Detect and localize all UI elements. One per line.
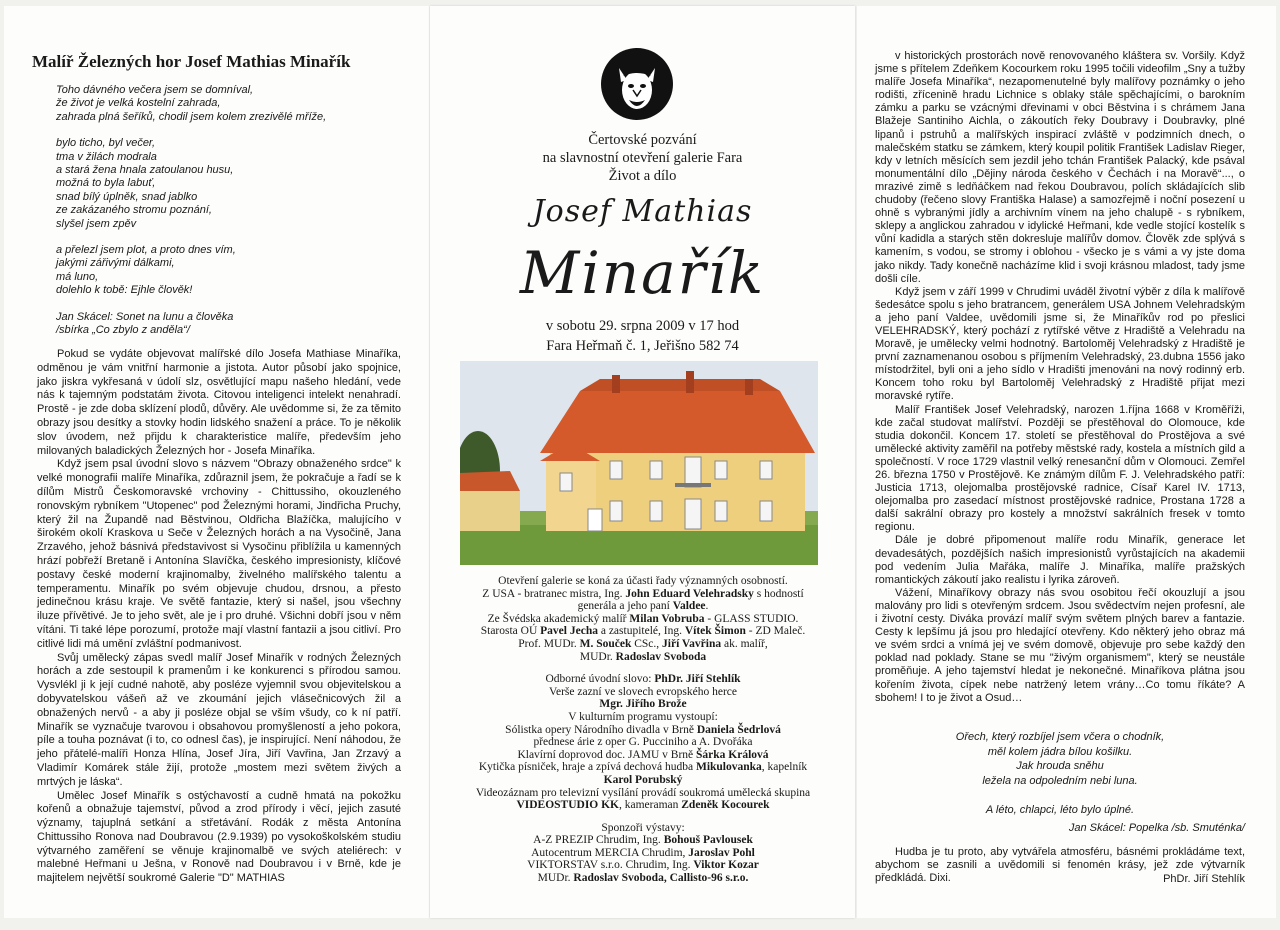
poem-line: snad bílý úplněk, snad jablko xyxy=(56,190,198,203)
name-highlight: Pavel Jecha xyxy=(540,625,598,638)
closing-paragraph: Hudba je tu proto, aby vytvářela atmosféru, básnémi prokládáme text, abychom se zasnili a uvědomili si fenomén krásy, jež zde výtvarník předkládá. Dixi. xyxy=(875,846,1245,885)
program-line: Autocentrum MERCIA Chrudim, Jaroslav Pohl xyxy=(531,846,755,859)
paragraph: Pokud se vydáte objevovat malířské dílo Josefa Mathiase Minaříka, odměnou je vám vnitřní harmonie a jistota. Autor působí jako spojnice, jako jiskra vykřesaná v údolí slz, osvětlující mapu našeho hledání, vede nás k tajemným podstatám života. Citovou inteligenci intelekt nenahradí. Prostě - je zde doba sklízení plodů, důvěry. Ale uvědomme si, že za těmito obrazy jsou desítky a stovky hodin lidského snažení a práce. To je několik slov úvodem, než přijdu k charakteristice malíře, především jeho milovaných baladických Železných hor - Josefa Minaříka. xyxy=(37,348,401,457)
program-line: přednese árie z oper G. Pucciniho a A. Dvořáka xyxy=(533,736,753,749)
paragraph: v historických prostorách nově renovovaného kláštera sv. Voršily. Když jsme s přítelem Zdeňkem Kocourkem roku 1995 točili videofilm „Sny a tužby malíře Josefa Minaříka“, nezapomenutelné byly malířovy poznámky o jeho rodišti, zřícenině hradu Lichnice s oblaky stále spěchajícími, o barokním zámku a parku se vzácnými dřevinami v obci Běstvina i s chrámem Jana Blažeje Santiniho Aichla, o zákoutích řeky Doubravy i Doubravky, plné lipanů i pstruhů a malířských inspirací zvláště v podzimních dnech, o malečském statku se zámkem, který koupil politik František Ladislav Rieger, kdy v letních měsících sem jezdil jeho tchán František Palacký, kde psával monumentální dílo „Dějiny národa českého v Čechách i na Moravě“..., o mrazivé zimě s ledňáčkem nad řekou Doubravou, polích skládajících slib chudoby (řečeno slovy Františka Halase) a samozřejmě i noční posezení u ohně s vybranými jídly a archivním vínem na jeho chalupě - s rybníkem, sklepy a anglickou zahradou v idylické Heřmani, kde vedle stojící kostelík s vůní kadidla a starých stěn dokresluje malířův domov. Člověk zde splývá s kamením, s vodou, se stromy i oblohou - všecko je s vámi a vy jste doma jako nikdy. Tady konečně nacházíme klid i svoji krásnou mladost, tady jsme došli cíle. xyxy=(875,50,1245,285)
right-panel xyxy=(857,6,1276,918)
poem-line: jakými zářivými dálkami, xyxy=(56,257,175,270)
paragraph: Když jsem v září 1999 v Chrudimi uváděl životní výběr z díla k malířově šedesátce spolu s jeho bratrancem, generálem USA Johnem Velehradským a jeho paní Valdee, uvědomili jsme si, že Minaříkův rod po přeslici VELEHRADSKÝ, který pochází z rytířské větve z Hradiště a Velehradu na Moravě, je umělecky velmi hodnotný. Bartoloměj Velehradský z Hradiště je první zaznamenanou osobou s příjmením Velehradský, 23.dubna 1556 jako místodržitel, byli oni a jeho sídlo v Hradišti jmenováni na nový rodinný erb. Koncem toho roku byl Bartoloměj Velehradský z Hradiště přijat mezi moravské rytíře. xyxy=(875,285,1245,403)
artist-surname: Minařík xyxy=(519,239,766,307)
artist-first-names: Josef Mathias xyxy=(532,194,753,229)
program-line: VIDEOSTUDIO KK, kameraman Zdeněk Kocourek xyxy=(516,799,770,812)
poem-line: A léto, chlapci, léto bylo úplné. xyxy=(985,803,1135,816)
paragraph: Svůj umělecký zápas svedl malíř Josef Minařík v rodných Železných horách a zde sestoupil k pramenům i ke konkurenci s přírodou samou. Vysvlékl ji k její cudné nahotě, aby posléze vyjemnil svou objevitelskou a dobyvatelskou vášeň až ve zkoumání jejich vlásečnicových žil a obnažených nervů - a aby ji posléze objal se vším všudy, co k ní patří. Minařík se vyznačuje tvarovou i obsahovou promyšleností a jeho pokora, píle a touha poznávat (i to, co odnesl čas), je inspirující. Není náhodou, že jeho přátelé-malíři Honza Hlína, Josef Jíra, Jiří Vavřina, Jan Zrzavý a Vladimír Komárek stále žijí, protože „mostem mezi světem živých a mrtvých je láska“. xyxy=(37,651,401,788)
name-highlight: Radoslav Svoboda xyxy=(615,650,707,663)
article-title: Malíř Železných hor Josef Mathias Minařík xyxy=(32,52,351,71)
poem-line: Toho dávného večera jsem se domníval, xyxy=(56,84,254,96)
program-line: Klavírní doprovod doc. JAMU v Brně Šárka Králová xyxy=(517,748,769,761)
name-highlight: Daniela Šedrlová xyxy=(696,723,781,736)
program-line xyxy=(458,774,828,787)
name-highlight: Radoslav Svoboda, Callisto-96 s.r.o. xyxy=(573,872,749,885)
poem-line: /sbírka „Co zbylo z anděla“/ xyxy=(56,324,190,337)
name-highlight: PhDr. Jiří Stehlík xyxy=(654,673,741,686)
program-line: Otevření galerie se koná za účasti řady významných osobností. xyxy=(498,575,788,587)
program-line: MUDr. Radoslav Svoboda, Callisto-96 s.r.o. xyxy=(537,872,749,885)
poem-line: ze zakázaného stromu poznání, xyxy=(56,204,212,217)
program-line: Sponzoři výstavy: xyxy=(601,821,685,834)
parish-house-photo-icon xyxy=(460,361,818,565)
paragraph: Když jsem psal úvodní slovo s názvem "Obrazy obnaženého srdce" k velké monografii malíře Minaříka, zdůraznil jsem, že pokračuje a řadí se k dílům Mistrů Českomoravské vrchoviny - Chittussiho, okouzleného ronovským rybníkem "Utopenec" pod Železnými horami, Jindřicha Pruchy, který žil na Župandě nad Běstvinou, Oldřicha Blažíčka, malujícího v širokém okolí Kraskova u Seče v Železných horách a na Vysočině, Jana Zrzavého, jehož básnivá představivost si Vysočinu přiblížila u kamenných hrází pobřeží Bretaně i Antonína Slavíčka, českého impresionisty, klíčové postavy české moderní krajinomalby, živelného malířského talentu a temperamentu. Minařík po svém objevuje chudou, drsnou, a přesto jedinečnou krásu kraje. Ve světě fantazie, který si našel, jsou všechny iluze přívětivé. Je to jeho svět, ale je i pro druhé. Všichni dobří jsou v něm vítáni. Ti také lépe porozumí, protože mají vlastní fantazii a jsou citliví. Pro citlivé lidi má umění zvláštní podmanivost. xyxy=(37,458,401,650)
program-line xyxy=(458,698,828,711)
poem-line: tma v žilách modrala xyxy=(56,150,157,163)
poem-line: že život je velká kostelní zahrada, xyxy=(56,97,221,110)
paragraph: Umělec Josef Minařík s ostýchavostí a cudně hmatá na pokožku kořenů a obnažuje tajemství, původ a zrod přírody i věcí, jejich zasuté významy, tajuplná setkání a střetávání. Rodák z města Antonína Chittussiho Ronova nad Doubravou (2.9.1939) po vysokoškolském studiu výtvarného zaměření se věnuje krajinomalbě ve svých ateliérech: v malebné Heřmani u Ješna, v Ronově nad Doubravou i v Brně, kde je majitelem největší soukromé Galerie "D" MATHIAS xyxy=(37,789,401,885)
closing-poem xyxy=(875,730,1245,817)
program-line: Odborné úvodní slovo: PhDr. Jiří Stehlík xyxy=(545,673,741,686)
name-highlight: M. Souček xyxy=(579,637,632,650)
program-line: MUDr. Radoslav Svoboda xyxy=(579,650,707,663)
opening-poem xyxy=(56,84,406,351)
name-highlight: Bohouš Pavlousek xyxy=(663,834,753,847)
poem-line: Jan Skácel: Sonet na lunu a člověka xyxy=(56,310,234,323)
name-highlight: Mikulovanka xyxy=(695,761,762,774)
poem-line: a stará žena hnala zatoulanou husu, xyxy=(56,164,234,177)
poem-line: bylo ticho, byl večer, xyxy=(56,137,156,150)
poem-line: možná to byla labuť, xyxy=(56,177,156,190)
program-line: generála a jeho paní Valdee. xyxy=(577,600,709,613)
name-highlight: VIDEOSTUDIO KK xyxy=(516,799,619,812)
event-date-place: v sobotu 29. srpna 2009 v 17 hod Fara Heřmaň č. 1, Jeřišno 582 74 xyxy=(545,318,740,354)
name-highlight: John Eduard Velehradsky xyxy=(625,587,754,600)
poem-stanza xyxy=(56,311,406,338)
poem-line: Jak hrouda sněhu xyxy=(1016,760,1104,772)
invitation-heading: Čertovské pozvání na slavnostní otevření galerie Fara Život a dílo xyxy=(542,132,743,184)
program-line: Ze Švédska akademický malíř Milan Vobruba - GLASS STUDIO. xyxy=(487,612,799,625)
poem-stanza xyxy=(56,137,406,231)
name-highlight: Karol Porubský xyxy=(603,773,683,786)
program-text xyxy=(458,575,828,885)
name-highlight: Milan Vobruba xyxy=(629,612,705,625)
program-line: Videozáznam pro televizní vysílání provádí soukromá umělecká skupina xyxy=(475,786,811,799)
name-highlight: Jiří Vavřina xyxy=(662,637,722,650)
devil-face-logo-icon xyxy=(599,46,675,122)
program-line: Sólistka opery Národního divadla v Brně Daniela Šedrlová xyxy=(505,723,781,736)
program-line: Starosta OÚ Pavel Jecha a zastupitelé, Ing. Vítek Šimon - ZD Maleč. xyxy=(480,625,806,638)
name-highlight: Jaroslav Pohl xyxy=(688,846,755,859)
poem-line: dolehlo k tobě: Ejhle člověk! xyxy=(56,284,193,297)
poem-stanza xyxy=(56,244,406,298)
poem-line xyxy=(875,788,1245,803)
poem-line: měl kolem jádra bílou košilku. xyxy=(987,745,1133,758)
program-line: Kytička písniček, hraje a zpívá dechová hudba Mikulovanka, kapelník xyxy=(478,761,808,774)
program-line: V kulturním programu vystoupí: xyxy=(568,710,718,723)
poem-line: a přelezl jsem plot, a proto dnes vím, xyxy=(56,244,236,257)
program-line: VIKTORSTAV s.r.o. Chrudim, Ing. Viktor Kozar xyxy=(527,859,759,872)
right-article-body xyxy=(875,50,1245,705)
poem-line: má luno, xyxy=(56,270,99,283)
left-article-body xyxy=(37,348,401,886)
paragraph: Dále je dobré připomenout malíře rodu Minařík, generace let devadesátých, pozdějších našich impresionistů vyrůstajících na akademii pod vedením Julia Mařáka, malíře J. Minaříka, malíře pražských romantických zákoutí jako realistu i lyrika zároveň. xyxy=(875,534,1245,586)
paragraph: Vážení, Minaříkovy obrazy nás svou osobitou řečí okouzlují a jsou malovány pro lidi s otevřeným srdcem. Jsou svědectvím nejen profesní, ale i životní cesty. Diváka provází malíř svým světem plných barev a fantazie. Cesty k lepšímu já jsou pro hledající otevřeny. Kdo některý jeho obraz má ve svém srdci a vnímá jej ve svém domově, objevuje pro sebe každý den poklad nad poklady. Stane se mu "živým organismem", který se neustále proměňuje. A jeho tajemství hledat je nekonečné. Minaříkova plátna jsou kořením života, cípek nebe natržený letem vrány…Co tomu říkáte? A sbohem! I to je život a Osud… xyxy=(875,586,1245,704)
poem-source: Jan Skácel: Popelka /sb. Smuténka/ xyxy=(1068,822,1245,834)
name-highlight: Šárka Králová xyxy=(696,748,769,761)
name-highlight: Mgr. Jiřího Brože xyxy=(599,698,687,711)
program-line: Prof. MUDr. M. Souček CSc., Jiří Vavřina ak. malíř, xyxy=(518,637,768,650)
paragraph: Malíř František Josef Velehradský, narozen 1.října 1668 v Kroměříži, kde začal studovat malířství. Později se přestěhoval do Olomouce, kde studia dokončil. Koncem 17. století se přestěhoval do Prostějova a své umělecké aktivity zaměřil na potřeby městské rady, kostela a místních gild a společností. V roce 1729 vlastnil velký renesanční dům v Olomouci. Zemřel 26. března 1750 v Prostějově. Ke známým dílům F. J. Velehradského patří: Justicia 1713, olejomalba prostějovské radnice, Císař Karel IV. 1713, olejomalba pro zasedací místnost prostějovské radnice, Prostana 1728 a další sakrální obrazy pro kostely a množství sakrálních fresek v tomto regionu. xyxy=(875,403,1245,534)
program-line: Z USA - bratranec mistra, Ing. John Eduard Velehradsky s hodností xyxy=(482,587,804,600)
poem-line: Ořech, který rozbíjel jsem včera o chodník, xyxy=(955,731,1165,743)
poem-line: zahrada plná šeříků, chodil jsem kolem zrezivělé mříže, xyxy=(56,110,327,123)
name-highlight: Viktor Kozar xyxy=(693,859,759,872)
poem-line: ležela na odpoledním nebi luna. xyxy=(982,774,1138,787)
poem-line: slyšel jsem zpěv xyxy=(56,217,137,230)
left-panel xyxy=(4,6,429,918)
name-highlight: Vítek Šimon xyxy=(684,625,746,638)
poem-stanza xyxy=(56,84,406,124)
author-signature: PhDr. Jiří Stehlík xyxy=(1163,873,1245,885)
name-highlight: Zdeněk Kocourek xyxy=(681,799,770,812)
name-highlight: Valdee xyxy=(672,600,706,613)
middle-panel xyxy=(430,6,855,918)
program-line: Verše zazní ve slovech evropského herce xyxy=(548,685,738,698)
program-line: A-Z PREZIP Chrudim, Ing. Bohouš Pavlousek xyxy=(533,834,753,847)
